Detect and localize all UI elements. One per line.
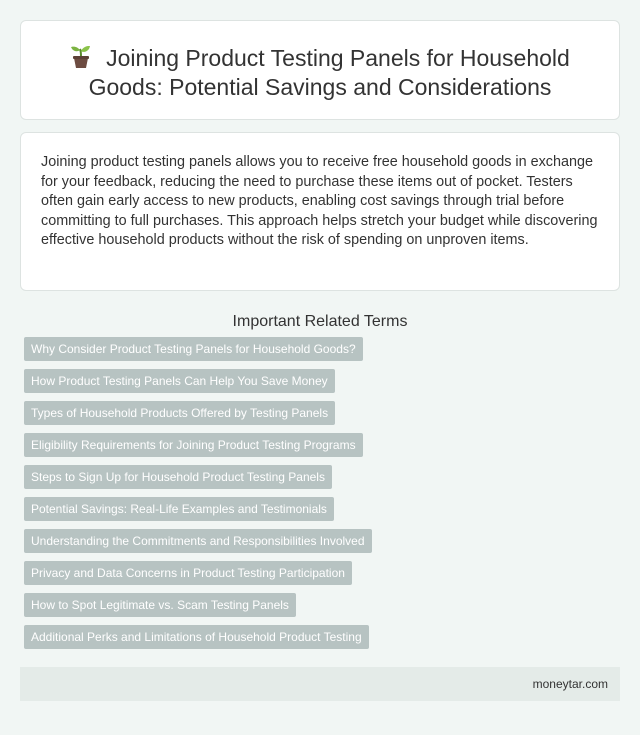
intro-card xyxy=(20,132,620,291)
page-title xyxy=(41,43,599,102)
related-terms-list xyxy=(20,337,620,649)
related-term-link[interactable]: Eligibility Requirements for Joining Product Testing Programs xyxy=(24,433,363,457)
related-term-link[interactable]: Types of Household Products Offered by Testing Panels xyxy=(24,401,335,425)
related-term-link[interactable]: How to Spot Legitimate vs. Scam Testing Panels xyxy=(24,593,296,617)
footer-site-link[interactable]: moneytar.com xyxy=(532,677,608,691)
intro-paragraph: Joining product testing panels allows you to receive free household goods in exchange for your feedback, reducing the need to purchase these items out of pocket. Testers often gain early access to new products, enabling cost savings through trial before committing to full purchases. This approach helps stretch your budget while discovering effective household products without the risk of spending on unproven items. xyxy=(41,154,598,248)
related-terms-heading: Important Related Terms xyxy=(232,313,408,330)
related-term-link[interactable]: Privacy and Data Concerns in Product Testing Participation xyxy=(24,561,352,585)
related-term-link[interactable]: Understanding the Commitments and Responsibilities Involved xyxy=(24,529,372,553)
footer xyxy=(20,667,620,701)
related-term-link[interactable]: Why Consider Product Testing Panels for Household Goods? xyxy=(24,337,363,361)
sprout-icon xyxy=(70,43,92,69)
related-term-link[interactable]: Steps to Sign Up for Household Product Testing Panels xyxy=(24,465,332,489)
title-card xyxy=(20,20,620,120)
related-term-link[interactable]: Potential Savings: Real-Life Examples and Testimonials xyxy=(24,497,334,521)
page-title-text: Joining Product Testing Panels for Household Goods: Potential Savings and Considerations xyxy=(88,45,570,100)
related-term-link[interactable]: Additional Perks and Limitations of Household Product Testing xyxy=(24,625,369,649)
related-term-link[interactable]: How Product Testing Panels Can Help You Save Money xyxy=(24,369,335,393)
